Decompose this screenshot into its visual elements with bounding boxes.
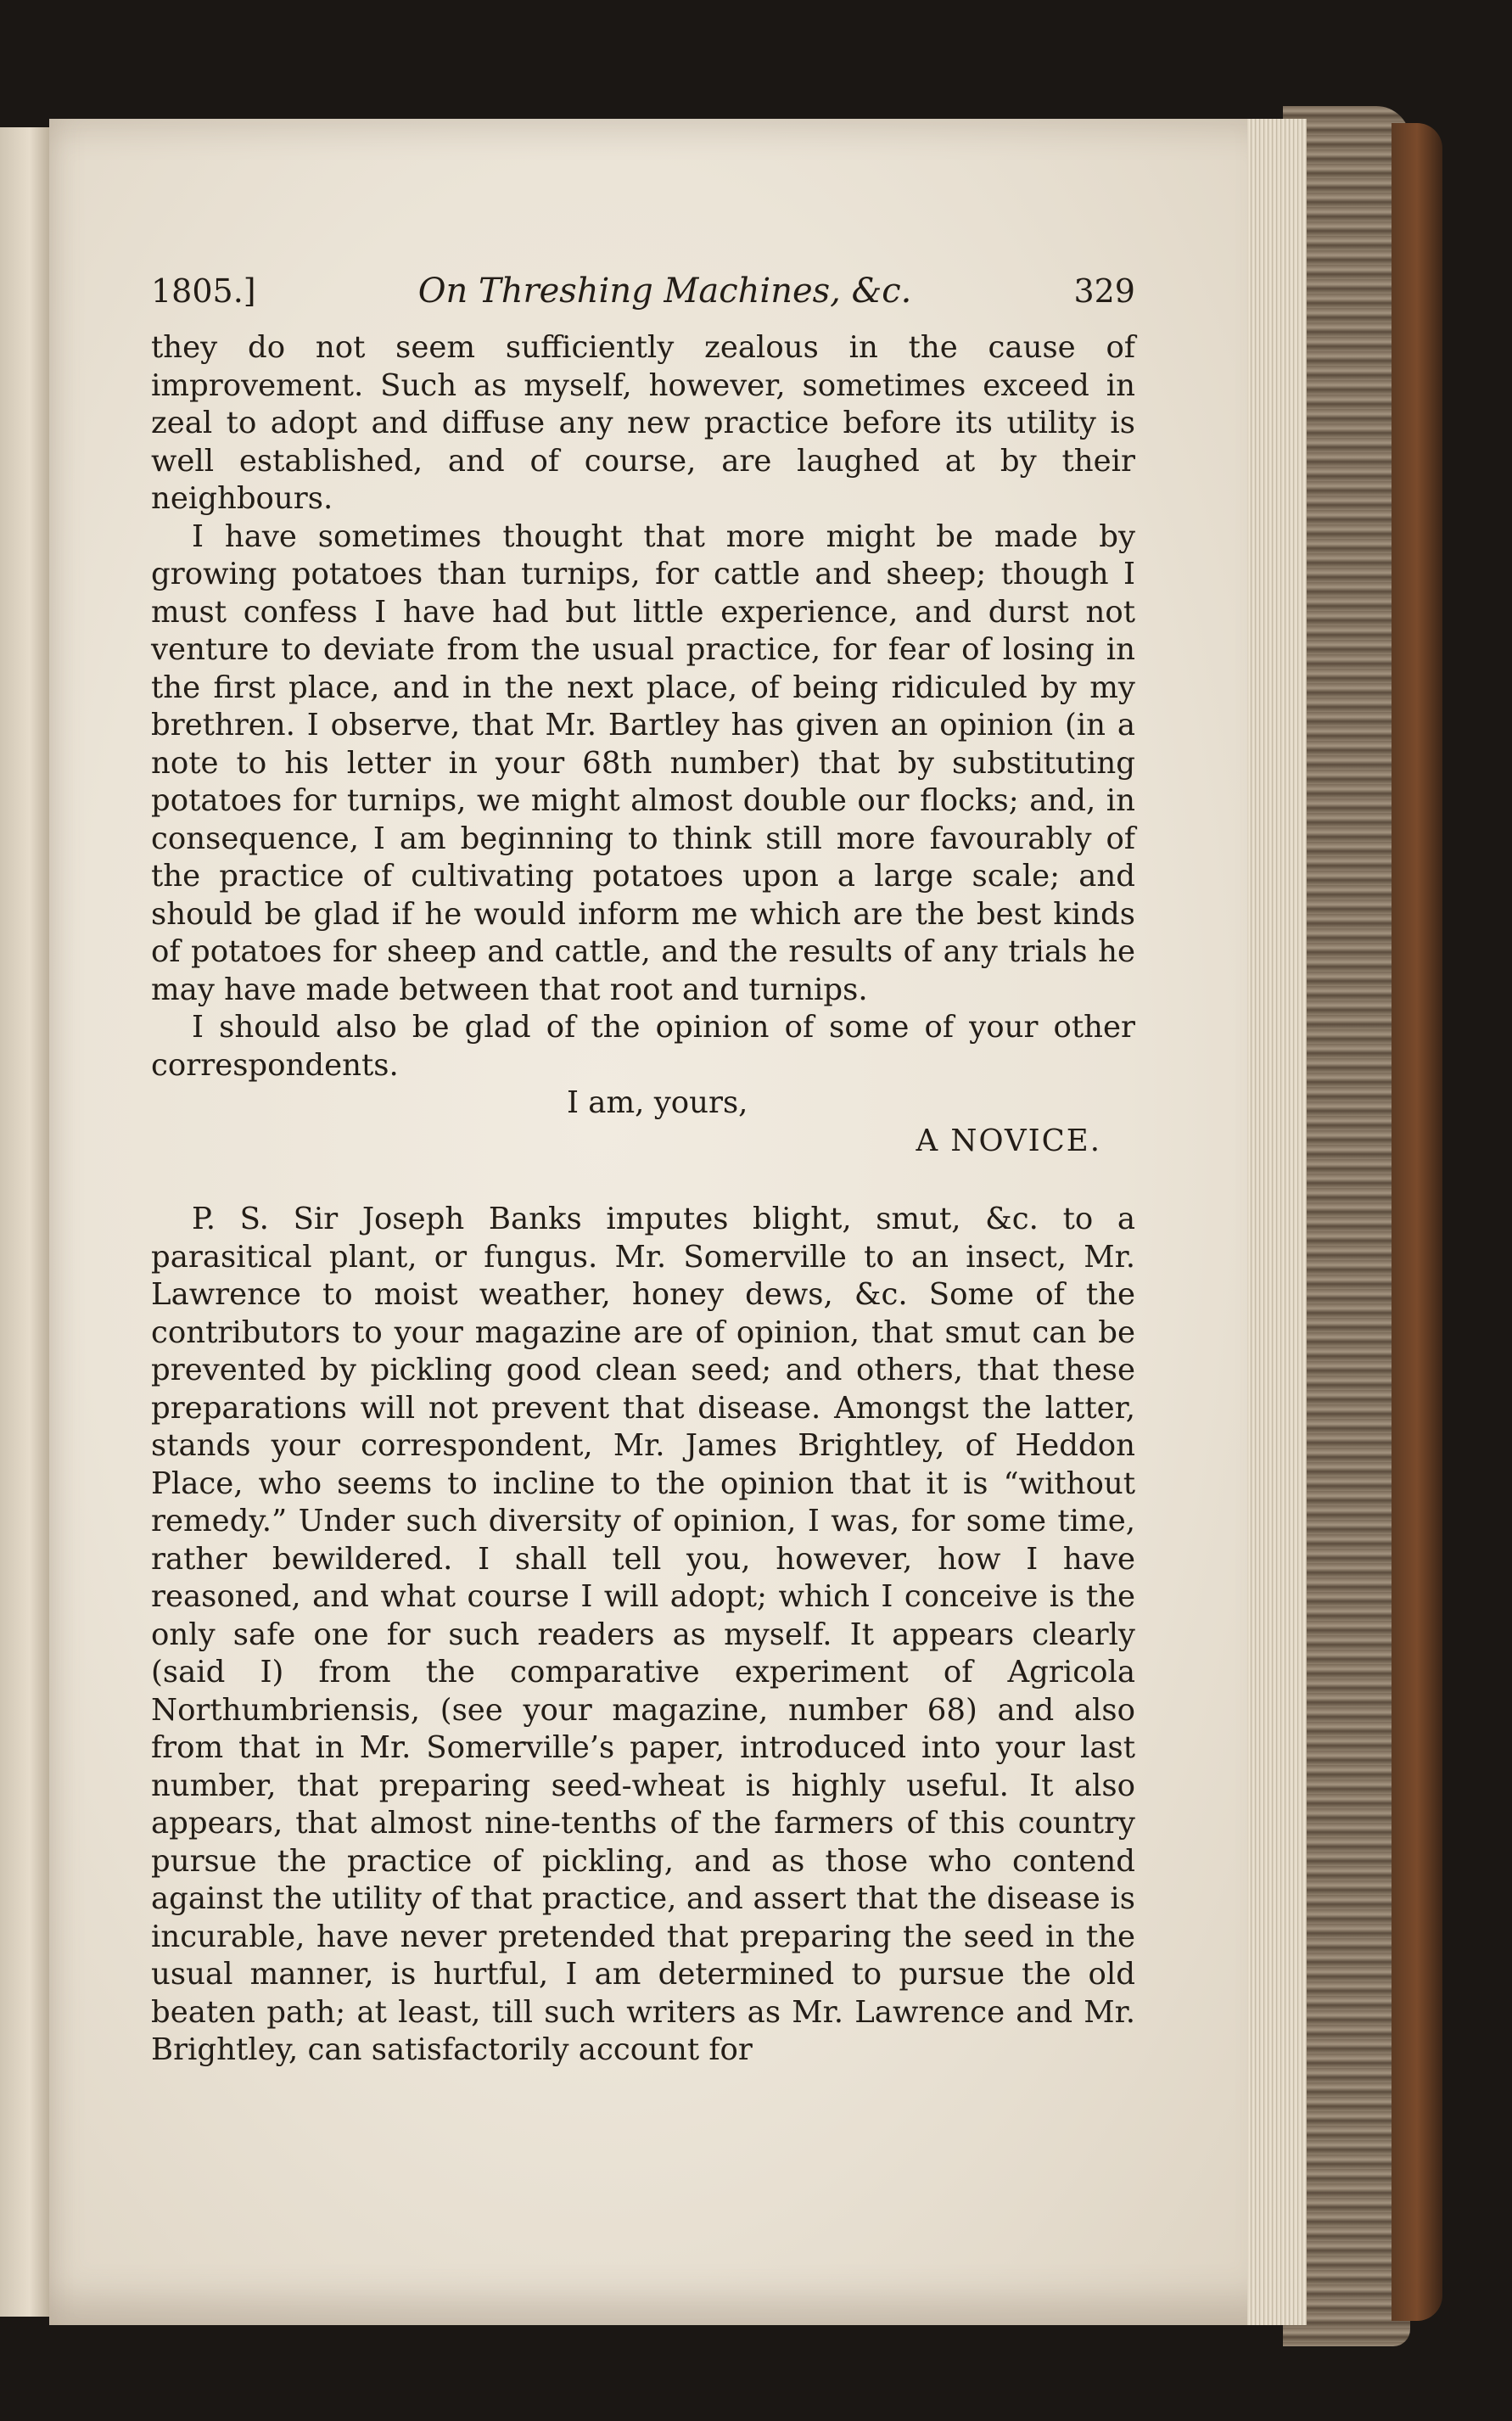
book-page — [49, 119, 1271, 2325]
paragraph-continuation: they do not seem sufficiently zealous in the cause of improvement. Such as myself, however, sometimes exceed in zeal to adopt and diffuse any new practice before its utility is well established, and of course, are laughed at by their neighbours. — [151, 330, 1135, 516]
page-number: 329 — [1073, 272, 1135, 310]
page-edges — [1247, 119, 1307, 2325]
closing-yours: I am, yours, — [567, 1085, 748, 1120]
running-head — [151, 272, 1135, 311]
running-head-title: On Threshing Machines, &c. — [417, 272, 912, 311]
postscript: P. S. Sir Joseph Banks imputes blight, smut, &c. to a parasitical plant, or fungus. Mr. Somerville to an insect, Mr. Lawrence to moist weather, honey dews, &c. Some of the contributors to your magazine are of opinion, that smut can be prevented by pickling good clean seed; and others, that these preparations will not prevent that disease. Amongst the latter, stands your correspondent, Mr. James Brightley, of Heddon Place, who seems to incline to the opinion that it is “without remedy.” Under such diversity of opinion, I was, for some time, rather bewildered. I shall tell you, however, how I have reasoned, and what course I will adopt; which I conceive is the only safe one for such readers as myself. It appears clearly (said I) from the comparative experiment of Agricola Northumbriensis, (see your magazine, number 68) and also from that in Mr. Somerville’s paper, introduced into your last number, that preparing seed-wheat is highly useful. It also appears, that almost nine-tenths of the farmers of this country pursue the practice of pickling, and as those who contend against the utility of that practice, and assert that the disease is incurable, have never pretended that preparing the seed in the usual manner, is hurtful, I am determined to pursue the old beaten path; at least, till such writers as Mr. Lawrence and Mr. Brightley, can satisfactorily account for — [151, 1202, 1135, 2067]
running-head-year: 1805.] — [151, 272, 256, 310]
page-text — [151, 272, 1135, 2070]
paragraph-potatoes: I have sometimes thought that more might be made by growing potatoes than turnips, for cattle and sheep; though I must confess I have had but little experience, and durst not venture to deviate from the usual practice, for fear of losing in the first place, and in the next place, of being ridiculed by my brethren. I observe, that Mr. Bartley has given an opinion (in a note to his letter in your 68th number) that by substituting potatoes for turnips, we might almost double our flocks; and, in consequence, I am beginning to think still more favourably of the practice of cultivating potatoes upon a large scale; and should be glad if he would inform me which are the best kinds of potatoes for sheep and cattle, and the results of any trials he may have made between that root and turnips. — [151, 518, 1135, 1007]
signature: A NOVICE. — [916, 1123, 1101, 1158]
paragraph-correspondents: I should also be glad of the opinion of some of your other correspondents. — [151, 1010, 1135, 1083]
facing-page-edge — [0, 127, 52, 2317]
